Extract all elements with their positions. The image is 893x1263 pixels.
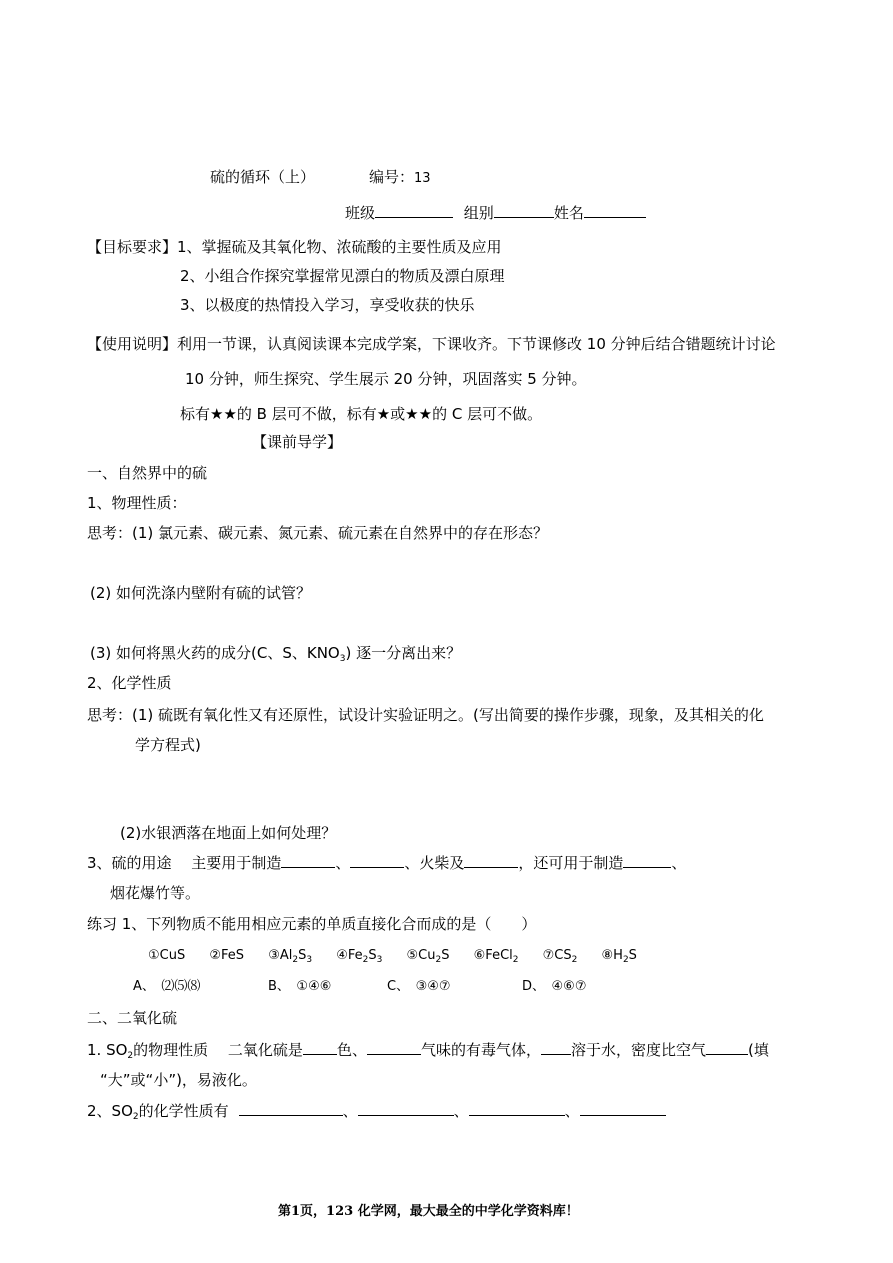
option-2: ②FeS	[209, 948, 245, 963]
group-blank[interactable]	[494, 203, 554, 218]
uses-blank-3[interactable]	[464, 853, 518, 868]
option-5: $⑤Cu_2S$	[406, 948, 450, 965]
page-title	[210, 167, 431, 189]
class-blank[interactable]	[375, 203, 453, 218]
uses-sep: ，还可用于制造	[518, 854, 624, 872]
option-6: ⑥FeCl$_2$	[473, 948, 519, 965]
group-label: 组别	[463, 204, 494, 222]
usage-line-2: 10 分钟，师生探究、学生展示 20 分钟，巩固落实 5 分钟。	[185, 370, 587, 388]
chem-question-1: 思考：(1) 硫既有氧化性又有还原性，试设计实验证明之。(写出简要的操作步骤，现象，及其相关的化	[87, 706, 764, 724]
chem-prop-blank-1[interactable]	[239, 1101, 343, 1116]
name-blank[interactable]	[584, 203, 646, 218]
chem-question-1-cont: 学方程式)	[135, 736, 201, 754]
title-text: 硫的循环（上）	[210, 168, 316, 186]
uses-prefix: 3、硫的用途 主要用于制造	[87, 854, 282, 872]
usage-text: 利用一节课，认真阅读课本完成学案，下课收齐。下节课修改 10 分钟后结合错题统计讨论	[177, 335, 776, 353]
section2-heading: 二、二氧化硫	[87, 1009, 178, 1027]
choice-c[interactable]: C、 ③④⑦	[387, 979, 451, 994]
chemical-heading: 2、化学性质	[87, 674, 172, 692]
page-footer: 第1页，123 化学网，最大最全的中学化学资料库！	[278, 1204, 579, 1219]
uses-sep: 、	[671, 854, 687, 872]
so2-label: 2、SO	[87, 1102, 133, 1120]
so2-label: 1. SO	[87, 1041, 128, 1059]
chem-prop-blank-2[interactable]	[358, 1101, 454, 1116]
objective-item: 2、小组合作探究掌握常见漂白的物质及漂白原理	[180, 267, 505, 285]
usage-line-3: 标有★★的 B 层可不做，标有★或★★的 C 层可不做。	[180, 405, 543, 423]
option-3: $③Al_2S_3$	[268, 948, 313, 965]
odor-blank[interactable]	[367, 1040, 421, 1055]
chem-prop-blank-3[interactable]	[469, 1101, 565, 1116]
sulfur-uses	[87, 853, 686, 873]
question-3	[90, 643, 461, 663]
preview-heading: 【课前导学】	[252, 433, 343, 451]
option-4: $④Fe_2S_3$	[336, 948, 383, 965]
objectives-label: 【目标要求】	[87, 238, 178, 256]
q3-sub: 3	[339, 654, 346, 664]
choice-b[interactable]: B、 ①④⑥	[268, 979, 332, 994]
uses-blank-4[interactable]	[623, 853, 671, 868]
uses-sep: 、	[335, 854, 351, 872]
objective-item: 1、掌握硫及其氧化物、浓硫酸的主要性质及应用	[177, 238, 502, 256]
solubility-blank[interactable]	[541, 1040, 571, 1055]
section1-heading: 一、自然界中的硫	[87, 464, 208, 482]
density-blank[interactable]	[706, 1040, 748, 1055]
option-1: ①CuS	[148, 948, 186, 963]
q3-prefix: (3) 如何将黑火药的成分(C、S、KNO	[90, 644, 340, 662]
usage-label: 【使用说明】	[87, 335, 178, 353]
option-7: $⑦CS_2$	[542, 948, 578, 965]
option-8: $⑧H_2S$	[601, 948, 637, 965]
question-2: (2) 如何洗涤内壁附有硫的试管？	[90, 584, 312, 602]
number-label: 编号：	[369, 168, 415, 186]
usage-line-1	[87, 334, 776, 354]
name-label: 姓名	[553, 204, 584, 222]
so2-chemical: 2、$SO_2$的化学性质有 、 、 、	[87, 1101, 666, 1121]
q3-suffix: ) 逐一分离出来？	[345, 644, 462, 662]
uses-blank-2[interactable]	[350, 853, 404, 868]
question-1: 思考：(1) 氯元素、碳元素、氮元素、硫元素在自然界中的存在形态？	[87, 524, 549, 542]
uses-sep: 、火柴及	[404, 854, 465, 872]
choice-d[interactable]: D、 ④⑥⑦	[522, 979, 587, 994]
sulfur-uses-cont: 烟花爆竹等。	[110, 884, 201, 902]
objective-item: 3、以极度的热情投入学习，享受收获的快乐	[180, 296, 475, 314]
exercise-options	[148, 946, 637, 966]
so2-physical-cont: “大”或“小”)，易液化。	[100, 1071, 257, 1089]
class-label: 班级	[345, 204, 376, 222]
objectives-line-1	[87, 237, 502, 257]
exercise-question: 练习 1、下列物质不能用相应元素的单质直接化合而成的是（ ）	[87, 915, 537, 933]
choice-a[interactable]: A、 ⑵⑸⑻	[133, 979, 201, 994]
student-info	[345, 203, 646, 223]
color-blank[interactable]	[303, 1040, 337, 1055]
chem-prop-blank-4[interactable]	[580, 1101, 666, 1116]
number-value: 13	[414, 171, 431, 186]
so2-physical: 1. $SO_2$的物理性质 二氧化硫是 色、 气味的有毒气体， 溶于水，密度比空气 (填	[87, 1041, 769, 1061]
physical-heading: 1、物理性质：	[87, 494, 187, 512]
uses-blank-1[interactable]	[281, 853, 335, 868]
chem-question-2: (2)水银洒落在地面上如何处理？	[120, 824, 337, 842]
